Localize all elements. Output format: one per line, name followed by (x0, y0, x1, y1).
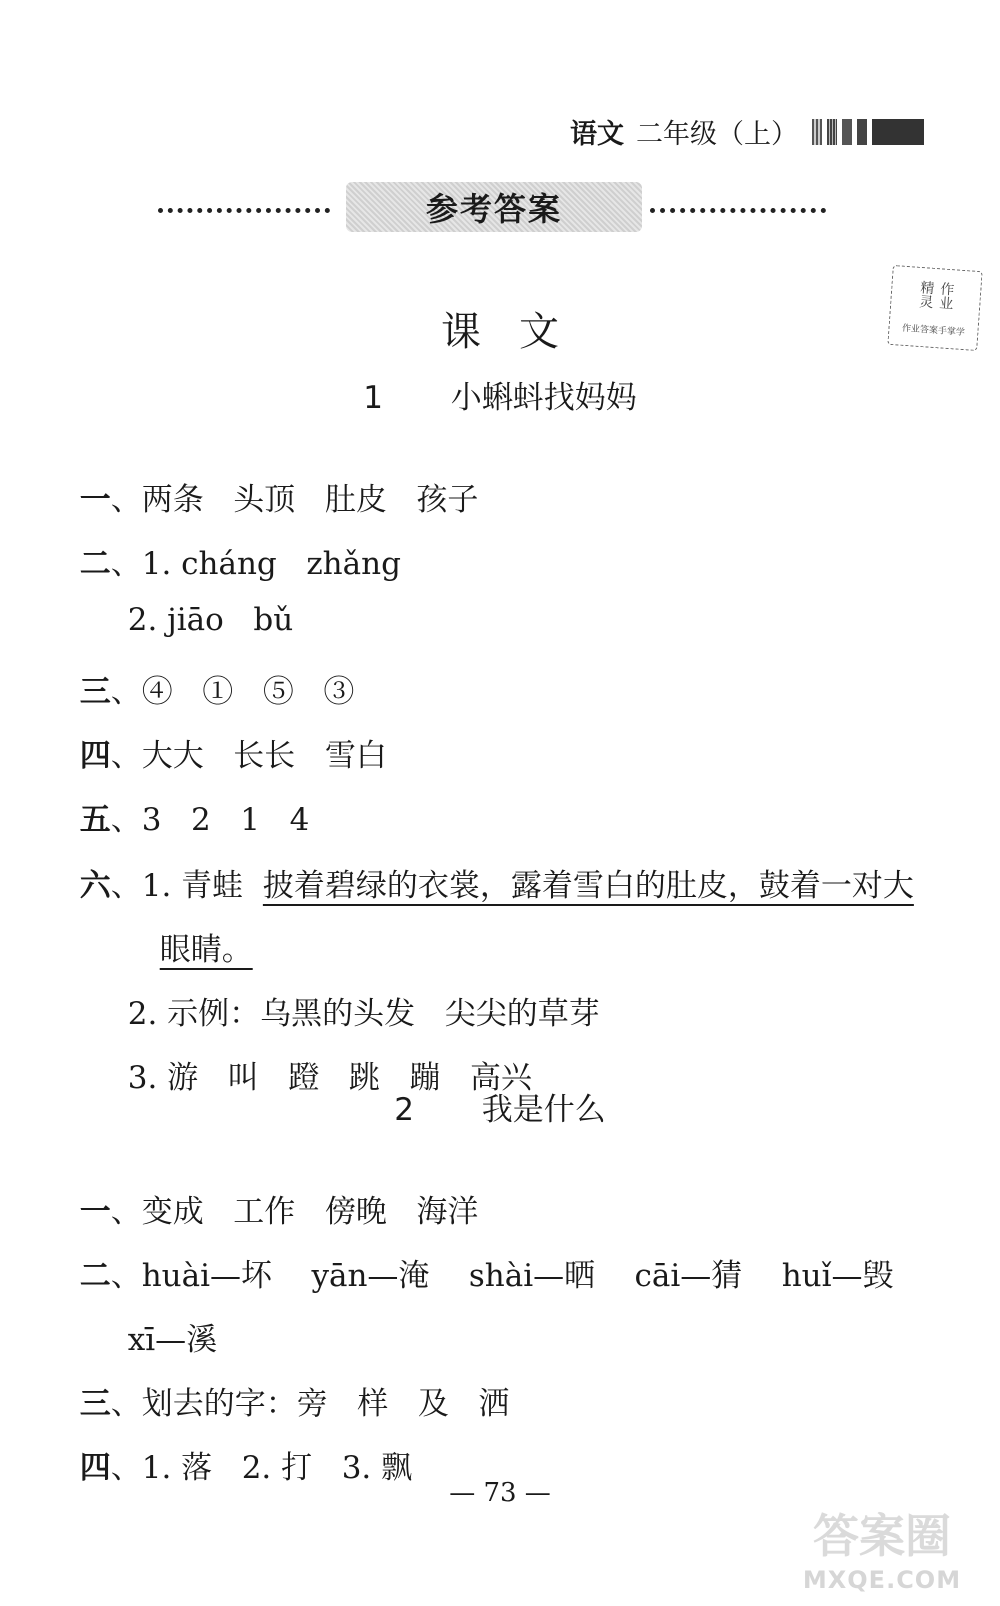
decor-block (827, 119, 837, 145)
question-number: 一 (79, 1194, 111, 1230)
separator: 、 (110, 482, 142, 518)
separator: 、 (110, 868, 142, 904)
underlined-answer: 披着碧绿的衣裳，露着雪白的肚皮，鼓着一对大 (262, 868, 914, 904)
answer-text: 3. 游 叫 蹬 跳 蹦 高兴 (127, 1060, 532, 1096)
answer-text: 划去的字：旁 样 及 洒 (141, 1386, 510, 1422)
decor-block (812, 119, 822, 145)
site-watermark (782, 1500, 982, 1600)
separator: 、 (110, 738, 142, 774)
header-decor-blocks (812, 119, 924, 145)
answer-text: 1. 落 2. 打 3. 飘 (141, 1450, 413, 1486)
dotted-divider-right (650, 202, 826, 213)
question-number: 五 (79, 802, 111, 838)
stamp-sub-text: 作业答案手掌学 (901, 323, 966, 338)
answer-text: ④ ① ⑤ ③ (141, 674, 355, 710)
page-number: — 73 — (449, 1478, 551, 1508)
question-number: 二 (79, 1258, 111, 1294)
answer-text: 1. cháng zhǎng (141, 546, 401, 582)
separator: 、 (110, 674, 142, 710)
separator: 、 (110, 1258, 142, 1294)
decor-block (857, 119, 867, 145)
stamp-main-text: 作业精灵 (917, 279, 955, 310)
dotted-divider-left (158, 202, 330, 213)
separator: 、 (110, 1194, 142, 1230)
separator: 、 (110, 802, 142, 838)
answer-text: 变成 工作 傍晚 海洋 (141, 1194, 479, 1230)
answer-text: 1. 青蛙 (141, 868, 244, 904)
answer-line (108, 566, 293, 638)
answer-banner: 参考答案 (346, 182, 642, 232)
answer-text: huài—坏 yān—淹 shài—晒 cāi—猜 huǐ—毁 (141, 1258, 894, 1294)
answer-text: 2. 示例：乌黑的头发 尖尖的草芽 (127, 996, 600, 1032)
section-heading: 2 我是什么 (394, 1092, 606, 1128)
answer-text: 大大 长长 雪白 (141, 738, 387, 774)
question-number: 一 (79, 482, 111, 518)
answer-banner-row (158, 182, 832, 232)
answer-text: 两条 头顶 肚皮 孩子 (141, 482, 479, 518)
watermark-url: MXQE.COM (802, 1566, 962, 1594)
answer-text: 2. jiāo bǔ (127, 602, 294, 638)
question-number: 二 (79, 546, 111, 582)
question-number: 四 (79, 1450, 111, 1486)
question-number: 三 (79, 674, 111, 710)
separator: 、 (110, 1386, 142, 1422)
separator: 、 (110, 546, 142, 582)
question-number: 四 (79, 738, 111, 774)
decor-block (842, 119, 852, 145)
answer-text: xī—溪 (127, 1322, 218, 1358)
page-header (570, 112, 924, 151)
question-number: 三 (79, 1386, 111, 1422)
answer-line (60, 1406, 412, 1487)
underlined-answer: 眼睛。 (159, 932, 253, 968)
subject-label: 语文 (570, 119, 624, 150)
watermark-logo-text: 答案圈 (813, 1509, 951, 1563)
decor-block (872, 119, 924, 145)
grade-label: 二年级（上） (636, 119, 798, 150)
section-heading: 1 小蝌蚪找妈妈 (363, 380, 637, 416)
page-title: 课文 (441, 309, 597, 355)
answer-text: 3 2 1 4 (141, 802, 310, 838)
separator: 、 (110, 1450, 142, 1486)
question-number: 六 (79, 868, 111, 904)
